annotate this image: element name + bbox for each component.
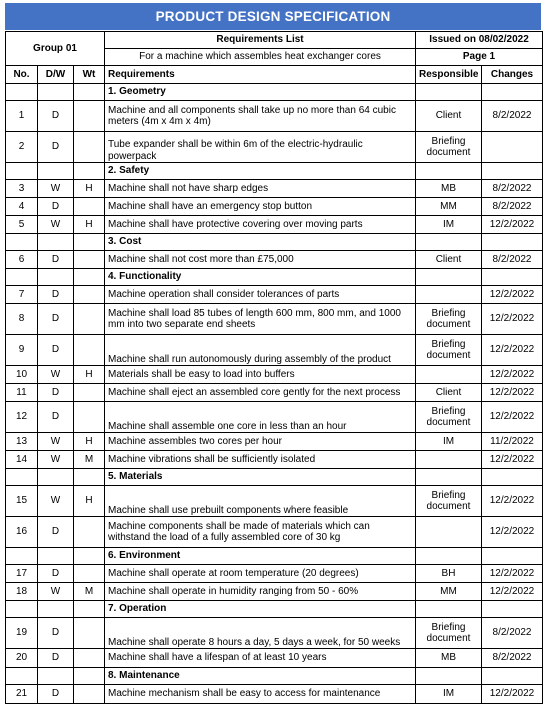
- row-number: 16: [6, 517, 38, 548]
- row-changes: 11/2/2022: [482, 433, 543, 451]
- row-requirement: Machine shall run autonomously during assembly of the product: [105, 335, 416, 366]
- row-number: 3: [6, 180, 38, 198]
- row-responsible: IM: [416, 685, 482, 704]
- row-number: 5: [6, 216, 38, 234]
- row-number: 17: [6, 565, 38, 583]
- section-dw-cell: [38, 269, 74, 286]
- section-heading: 2. Safety: [105, 163, 416, 180]
- requirement-row: [6, 451, 543, 469]
- document-title: PRODUCT DESIGN SPECIFICATION: [5, 3, 541, 30]
- row-dw: D: [38, 685, 74, 704]
- row-changes: 12/2/2022: [482, 286, 543, 304]
- row-number: 1: [6, 101, 38, 132]
- row-number: 4: [6, 198, 38, 216]
- requirement-row: [6, 486, 543, 517]
- row-responsible: MM: [416, 198, 482, 216]
- requirement-row: [6, 251, 543, 269]
- section-row: [6, 548, 543, 565]
- section-no-cell: [6, 163, 38, 180]
- row-weight: H: [74, 216, 105, 234]
- row-dw: W: [38, 433, 74, 451]
- section-dw-cell: [38, 163, 74, 180]
- row-changes: 8/2/2022: [482, 251, 543, 269]
- row-number: 12: [6, 402, 38, 433]
- row-requirement: Machine shall use prebuilt components where feasible: [105, 486, 416, 517]
- row-dw: D: [38, 565, 74, 583]
- col-header-responsible: Responsible: [416, 66, 482, 84]
- page-number: Page 1: [416, 49, 543, 66]
- row-changes: 12/2/2022: [482, 366, 543, 384]
- row-weight: [74, 335, 105, 366]
- requirement-row: [6, 384, 543, 402]
- row-changes: 8/2/2022: [482, 180, 543, 198]
- section-changes-cell: [482, 469, 543, 486]
- row-dw: D: [38, 335, 74, 366]
- row-responsible: Briefing document: [416, 304, 482, 335]
- row-changes: 12/2/2022: [482, 583, 543, 601]
- row-number: 10: [6, 366, 38, 384]
- row-dw: D: [38, 251, 74, 269]
- requirement-row: [6, 198, 543, 216]
- row-changes: 12/2/2022: [482, 335, 543, 366]
- row-dw: D: [38, 304, 74, 335]
- row-number: 6: [6, 251, 38, 269]
- requirement-row: [6, 583, 543, 601]
- section-heading: 5. Materials: [105, 469, 416, 486]
- row-responsible: [416, 366, 482, 384]
- section-row: [6, 269, 543, 286]
- section-changes-cell: [482, 163, 543, 180]
- row-responsible: Briefing document: [416, 132, 482, 163]
- row-weight: [74, 402, 105, 433]
- col-header-no: No.: [6, 66, 38, 84]
- row-weight: H: [74, 180, 105, 198]
- row-changes: 12/2/2022: [482, 304, 543, 335]
- row-requirement: Machine shall have an emergency stop button: [105, 198, 416, 216]
- row-weight: [74, 304, 105, 335]
- row-changes: 12/2/2022: [482, 216, 543, 234]
- row-responsible: Client: [416, 251, 482, 269]
- section-row: [6, 163, 543, 180]
- section-changes-cell: [482, 84, 543, 101]
- row-responsible: Client: [416, 384, 482, 402]
- section-resp-cell: [416, 601, 482, 618]
- section-resp-cell: [416, 84, 482, 101]
- requirement-row: [6, 685, 543, 704]
- row-requirement: Machine and all components shall take up no more than 64 cubic meters (4m x 4m x 4m): [105, 101, 416, 132]
- requirement-row: [6, 286, 543, 304]
- requirement-row: [6, 101, 543, 132]
- row-changes: 12/2/2022: [482, 402, 543, 433]
- row-number: 13: [6, 433, 38, 451]
- section-changes-cell: [482, 234, 543, 251]
- row-number: 14: [6, 451, 38, 469]
- row-responsible: Briefing document: [416, 335, 482, 366]
- row-weight: [74, 132, 105, 163]
- row-responsible: Briefing document: [416, 618, 482, 649]
- requirement-row: [6, 180, 543, 198]
- section-dw-cell: [38, 548, 74, 565]
- row-weight: [74, 101, 105, 132]
- section-resp-cell: [416, 163, 482, 180]
- col-header-requirements: Requirements: [105, 66, 416, 84]
- requirement-row: [6, 216, 543, 234]
- row-weight: [74, 517, 105, 548]
- machine-description: For a machine which assembles heat exchanger cores: [105, 49, 416, 66]
- row-number: 19: [6, 618, 38, 649]
- row-requirement: Machine shall load 85 tubes of length 600 mm, 800 mm, and 1000 mm into two separate end sheets: [105, 304, 416, 335]
- row-weight: [74, 251, 105, 269]
- col-header-changes: Changes: [482, 66, 543, 84]
- section-dw-cell: [38, 234, 74, 251]
- column-header-row: [6, 66, 543, 84]
- section-wt-cell: [74, 84, 105, 101]
- row-changes: 8/2/2022: [482, 618, 543, 649]
- section-heading: 6. Environment: [105, 548, 416, 565]
- row-dw: W: [38, 486, 74, 517]
- row-changes: 12/2/2022: [482, 384, 543, 402]
- requirement-row: [6, 335, 543, 366]
- row-dw: D: [38, 618, 74, 649]
- requirement-row: [6, 565, 543, 583]
- row-requirement: Machine shall assemble one core in less than an hour: [105, 402, 416, 433]
- row-responsible: MB: [416, 649, 482, 668]
- row-dw: D: [38, 517, 74, 548]
- section-dw-cell: [38, 668, 74, 685]
- row-changes: 12/2/2022: [482, 685, 543, 704]
- row-changes: 12/2/2022: [482, 451, 543, 469]
- row-changes: 8/2/2022: [482, 649, 543, 668]
- row-requirement: Tube expander shall be within 6m of the electric-hydraulic powerpack: [105, 132, 416, 163]
- row-requirement: Machine shall operate in humidity ranging from 50 - 60%: [105, 583, 416, 601]
- row-weight: [74, 198, 105, 216]
- section-wt-cell: [74, 469, 105, 486]
- row-responsible: Briefing document: [416, 402, 482, 433]
- row-dw: W: [38, 451, 74, 469]
- row-responsible: BH: [416, 565, 482, 583]
- row-requirement: Materials shall be easy to load into buffers: [105, 366, 416, 384]
- requirement-row: [6, 433, 543, 451]
- requirement-row: [6, 304, 543, 335]
- row-weight: M: [74, 451, 105, 469]
- row-requirement: Machine shall have protective covering over moving parts: [105, 216, 416, 234]
- row-responsible: IM: [416, 433, 482, 451]
- row-dw: D: [38, 384, 74, 402]
- row-requirement: Machine operation shall consider tolerances of parts: [105, 286, 416, 304]
- row-requirement: Machine shall operate 8 hours a day, 5 days a week, for 50 weeks: [105, 618, 416, 649]
- section-no-cell: [6, 234, 38, 251]
- row-number: 2: [6, 132, 38, 163]
- section-changes-cell: [482, 601, 543, 618]
- requirement-row: [6, 517, 543, 548]
- row-dw: D: [38, 198, 74, 216]
- section-dw-cell: [38, 84, 74, 101]
- row-dw: D: [38, 286, 74, 304]
- row-weight: [74, 286, 105, 304]
- requirement-row: [6, 366, 543, 384]
- row-weight: H: [74, 486, 105, 517]
- row-weight: [74, 565, 105, 583]
- row-weight: [74, 685, 105, 704]
- row-number: 20: [6, 649, 38, 668]
- section-wt-cell: [74, 163, 105, 180]
- row-dw: W: [38, 366, 74, 384]
- row-number: 21: [6, 685, 38, 704]
- section-heading: 1. Geometry: [105, 84, 416, 101]
- row-responsible: Client: [416, 101, 482, 132]
- section-resp-cell: [416, 668, 482, 685]
- section-changes-cell: [482, 668, 543, 685]
- row-number: 11: [6, 384, 38, 402]
- col-header-wt: Wt: [74, 66, 105, 84]
- row-dw: D: [38, 132, 74, 163]
- section-heading: 8. Maintenance: [105, 668, 416, 685]
- row-dw: D: [38, 101, 74, 132]
- section-row: [6, 668, 543, 685]
- row-dw: W: [38, 583, 74, 601]
- row-weight: M: [74, 583, 105, 601]
- row-requirement: Machine shall not have sharp edges: [105, 180, 416, 198]
- row-weight: H: [74, 366, 105, 384]
- row-number: 18: [6, 583, 38, 601]
- row-number: 8: [6, 304, 38, 335]
- section-dw-cell: [38, 601, 74, 618]
- section-no-cell: [6, 469, 38, 486]
- section-wt-cell: [74, 269, 105, 286]
- section-changes-cell: [482, 548, 543, 565]
- section-changes-cell: [482, 269, 543, 286]
- section-no-cell: [6, 84, 38, 101]
- section-heading: 3. Cost: [105, 234, 416, 251]
- row-requirement: Machine vibrations shall be sufficiently isolated: [105, 451, 416, 469]
- section-no-cell: [6, 668, 38, 685]
- section-no-cell: [6, 601, 38, 618]
- row-requirement: Machine assembles two cores per hour: [105, 433, 416, 451]
- row-dw: D: [38, 649, 74, 668]
- requirements-table: [5, 31, 543, 704]
- section-row: [6, 84, 543, 101]
- row-number: 15: [6, 486, 38, 517]
- section-wt-cell: [74, 234, 105, 251]
- row-requirement: Machine components shall be made of materials which can withstand the load of a fully assembled core of 30 kg: [105, 517, 416, 548]
- section-row: [6, 469, 543, 486]
- row-dw: W: [38, 216, 74, 234]
- row-weight: [74, 618, 105, 649]
- row-responsible: [416, 451, 482, 469]
- row-changes: [482, 132, 543, 163]
- group-label: Group 01: [6, 32, 105, 66]
- row-requirement: Machine shall not cost more than £75,000: [105, 251, 416, 269]
- row-number: 9: [6, 335, 38, 366]
- row-changes: 12/2/2022: [482, 565, 543, 583]
- section-resp-cell: [416, 548, 482, 565]
- row-weight: H: [74, 433, 105, 451]
- row-weight: [74, 649, 105, 668]
- section-resp-cell: [416, 469, 482, 486]
- row-dw: D: [38, 402, 74, 433]
- row-responsible: [416, 286, 482, 304]
- section-heading: 7. Operation: [105, 601, 416, 618]
- row-requirement: Machine mechanism shall be easy to access for maintenance: [105, 685, 416, 704]
- row-responsible: [416, 517, 482, 548]
- row-dw: W: [38, 180, 74, 198]
- row-responsible: MB: [416, 180, 482, 198]
- row-changes: 8/2/2022: [482, 198, 543, 216]
- section-no-cell: [6, 269, 38, 286]
- row-requirement: Machine shall eject an assembled core gently for the next process: [105, 384, 416, 402]
- section-row: [6, 234, 543, 251]
- row-responsible: Briefing document: [416, 486, 482, 517]
- requirement-row: [6, 402, 543, 433]
- section-resp-cell: [416, 269, 482, 286]
- list-title: Requirements List: [105, 32, 416, 49]
- section-wt-cell: [74, 548, 105, 565]
- row-number: 7: [6, 286, 38, 304]
- section-dw-cell: [38, 469, 74, 486]
- section-no-cell: [6, 548, 38, 565]
- row-changes: 12/2/2022: [482, 517, 543, 548]
- requirement-row: [6, 649, 543, 668]
- row-responsible: IM: [416, 216, 482, 234]
- section-wt-cell: [74, 668, 105, 685]
- requirement-row: [6, 132, 543, 163]
- section-heading: 4. Functionality: [105, 269, 416, 286]
- row-responsible: MM: [416, 583, 482, 601]
- requirement-row: [6, 618, 543, 649]
- row-weight: [74, 384, 105, 402]
- section-wt-cell: [74, 601, 105, 618]
- section-resp-cell: [416, 234, 482, 251]
- section-row: [6, 601, 543, 618]
- row-requirement: Machine shall have a lifespan of at least 10 years: [105, 649, 416, 668]
- col-header-dw: D/W: [38, 66, 74, 84]
- row-requirement: Machine shall operate at room temperature (20 degrees): [105, 565, 416, 583]
- row-changes: 12/2/2022: [482, 486, 543, 517]
- row-changes: 8/2/2022: [482, 101, 543, 132]
- issued-date: Issued on 08/02/2022: [416, 32, 543, 49]
